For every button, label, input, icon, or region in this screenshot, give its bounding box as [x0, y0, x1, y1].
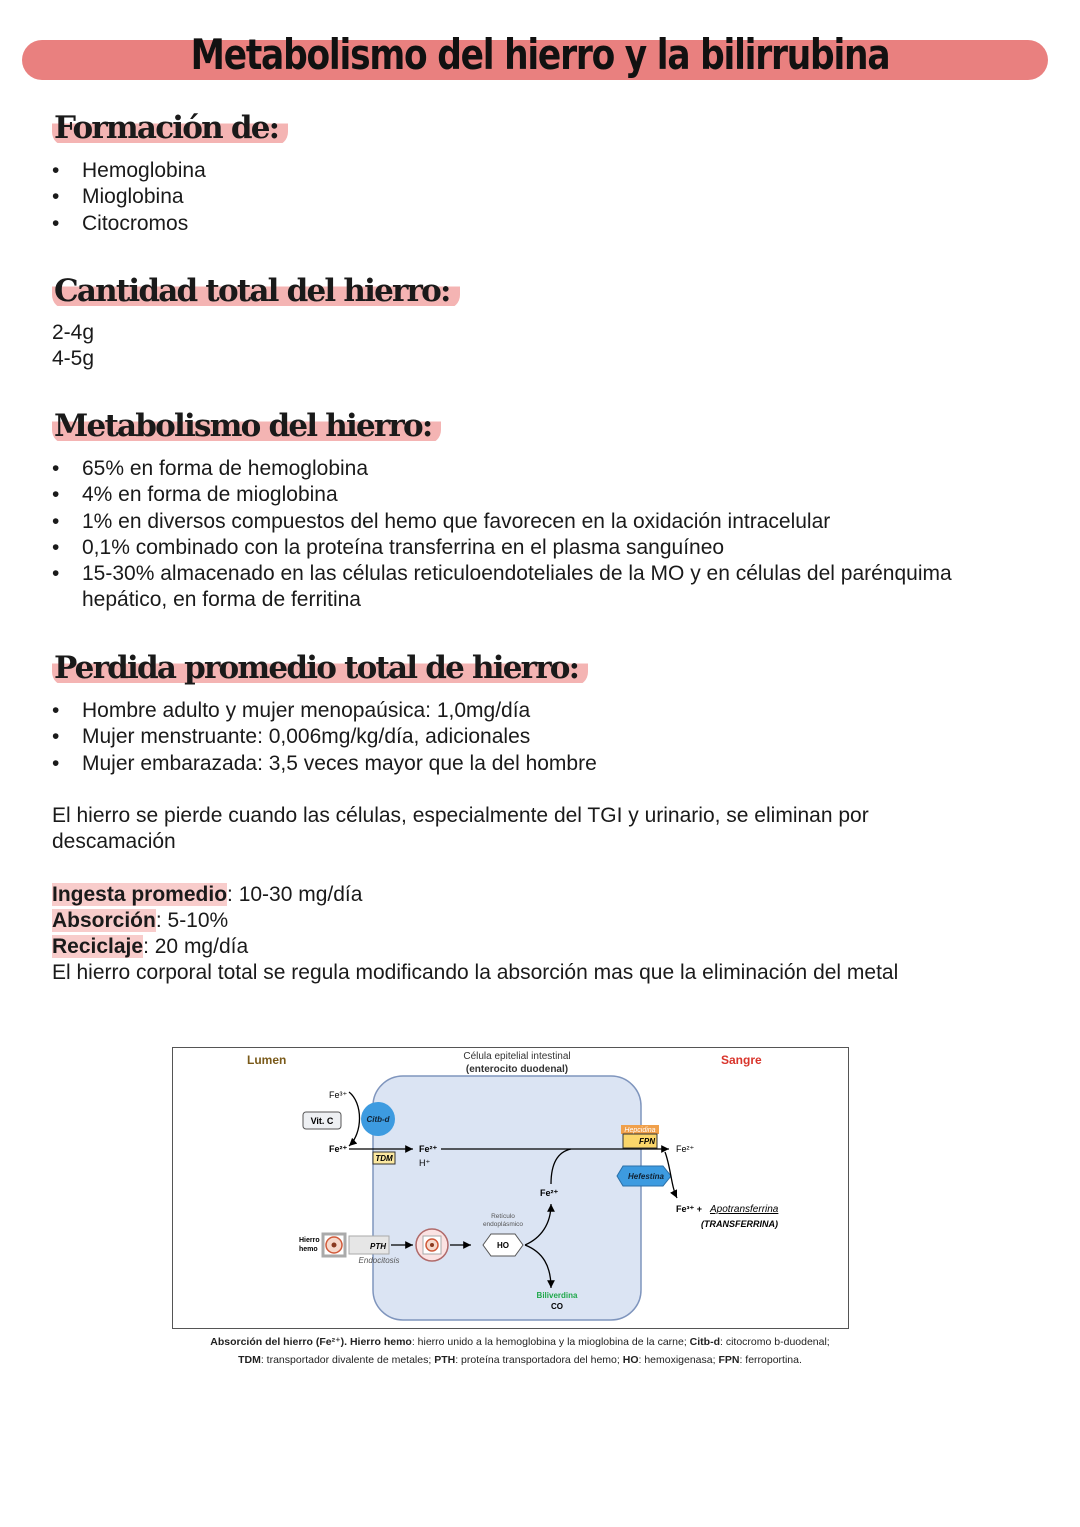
- caption-term: PTH: [434, 1354, 456, 1366]
- list-item: • Mioglobina: [52, 184, 206, 210]
- caption-text: : ferroportina.: [739, 1354, 802, 1366]
- enterocyte-cell: [373, 1076, 641, 1320]
- label-transferrina: (TRANSFERRINA): [701, 1219, 778, 1229]
- metabolismo-list: [52, 456, 952, 614]
- label-fpn: FPN: [639, 1137, 655, 1146]
- list-item: • Hombre adulto y mujer menopaúsica: 1,0mg/día: [52, 698, 597, 724]
- perdida-list: [52, 698, 597, 777]
- heading-metabolismo: Metabolismo del hierro:: [52, 408, 441, 444]
- label-fe2-in: Fe²⁺: [329, 1144, 348, 1154]
- list-item: • Mujer embarazada: 3,5 veces mayor que la del hombre: [52, 751, 597, 777]
- caption-text: : hierro unido a la hemoglobina y la mioglobina de la carne;: [411, 1336, 690, 1348]
- cantidad-values: [52, 320, 94, 373]
- cantidad-line: 2-4g: [52, 321, 95, 344]
- label-fe2-out: Fe²⁺: [676, 1144, 695, 1154]
- label-reticulo: Retículo: [491, 1213, 515, 1220]
- label-hemo: hemo: [299, 1246, 318, 1253]
- caption-text: : proteína transportadora del hemo;: [455, 1354, 623, 1366]
- label-citb: Citb-d: [366, 1115, 390, 1124]
- stat-ingesta: [52, 882, 362, 908]
- label-fe3-in: Fe³⁺: [329, 1090, 348, 1100]
- caption-term: Absorción del hierro (Fe²⁺). Hierro hemo: [210, 1336, 412, 1348]
- perdida-paragraph: El hierro se pierde cuando las células, especialmente del TGI y urinario, se eliminan por descamación: [52, 804, 869, 854]
- label-tdm: TDM: [375, 1154, 393, 1163]
- vesicle-heme-core-icon: [430, 1243, 434, 1247]
- iron-absorption-diagram: [172, 1047, 849, 1329]
- label-hepcidina: Hepcidina: [624, 1127, 656, 1134]
- list-item: • 0,1% combinado con la proteína transferrina en el plasma sanguíneo: [52, 535, 952, 561]
- list-item: • Citocromos: [52, 211, 206, 237]
- caption-term: FPN: [718, 1354, 740, 1366]
- label-h-plus: H⁺: [419, 1158, 431, 1168]
- diagram-svg: [173, 1048, 850, 1330]
- list-item: • 65% en forma de hemoglobina: [52, 456, 952, 482]
- label-fe2-mid: Fe²⁺: [540, 1188, 559, 1198]
- label-fe3-out: Fe³⁺ +: [676, 1204, 703, 1214]
- label-endocitosis: Endocitosis: [358, 1256, 400, 1265]
- stat-label: Absorción: [52, 909, 156, 932]
- label-ho: HO: [497, 1241, 509, 1250]
- label-sangre: Sangre: [721, 1053, 762, 1067]
- label-biliverdina: Biliverdina: [536, 1291, 578, 1300]
- label-pth: PTH: [370, 1242, 386, 1251]
- heading-cantidad: Cantidad total del hierro:: [52, 273, 460, 309]
- caption-text: : transportador divalente de metales;: [260, 1354, 435, 1366]
- label-enterocito: (enterocito duodenal): [465, 1064, 569, 1075]
- label-vitc: Vit. C: [310, 1116, 334, 1126]
- stat-note: El hierro corporal total se regula modificando la absorción mas que la eliminación del metal: [52, 961, 899, 984]
- label-apotransferrina: Apotransferrina: [710, 1204, 779, 1215]
- label-fe2-cell: Fe²⁺: [419, 1144, 438, 1154]
- list-item: • 4% en forma de mioglobina: [52, 482, 952, 508]
- heme-core-icon: [332, 1243, 337, 1248]
- stat-value: : 5-10%: [155, 909, 229, 932]
- formacion-list: [52, 158, 206, 237]
- reduction-arrow: [349, 1092, 360, 1146]
- label-endoplasmico: endoplásmico: [482, 1221, 524, 1228]
- stat-label: Reciclaje: [52, 935, 144, 958]
- list-item: • 15-30% almacenado en las células reticuloendoteliales de la MO y en células del parénquima hepático, en forma de ferritina: [52, 561, 952, 614]
- label-co: CO: [551, 1302, 563, 1311]
- stat-value: : 10-30 mg/día: [227, 883, 363, 906]
- label-celula: Célula epitelial intestinal: [463, 1051, 571, 1062]
- list-item: • 1% en diversos compuestos del hemo que favorecen en la oxidación intracelular: [52, 509, 952, 535]
- label-lumen: Lumen: [247, 1053, 287, 1067]
- list-item: • Hemoglobina: [52, 158, 206, 184]
- stat-absorcion: [52, 908, 228, 934]
- stat-label: Ingesta promedio: [52, 883, 228, 906]
- stat-value: : 20 mg/día: [143, 935, 249, 958]
- page-title: Metabolismo del hierro y la bilirrubina: [190, 30, 890, 79]
- heading-perdida: Perdida promedio total de hierro:: [52, 650, 588, 686]
- cantidad-line: 4-5g: [52, 347, 95, 371]
- caption-text: : citocromo b-duodenal;: [720, 1336, 830, 1348]
- heading-formacion: Formación de:: [52, 110, 288, 146]
- figure-caption: [160, 1333, 880, 1369]
- caption-line-2: [160, 1351, 880, 1369]
- caption-term: HO: [622, 1354, 639, 1366]
- caption-line-1: [160, 1333, 880, 1351]
- list-item: • Mujer menstruante: 0,006mg/kg/día, adicionales: [52, 724, 597, 750]
- stat-reciclaje: [52, 934, 248, 960]
- label-hefestina: Hefestina: [627, 1172, 665, 1181]
- caption-term: Citb-d: [689, 1336, 720, 1348]
- caption-text: : hemoxigenasa;: [638, 1354, 719, 1366]
- label-hierro: Hierro: [299, 1237, 320, 1244]
- caption-term: TDM: [238, 1354, 261, 1366]
